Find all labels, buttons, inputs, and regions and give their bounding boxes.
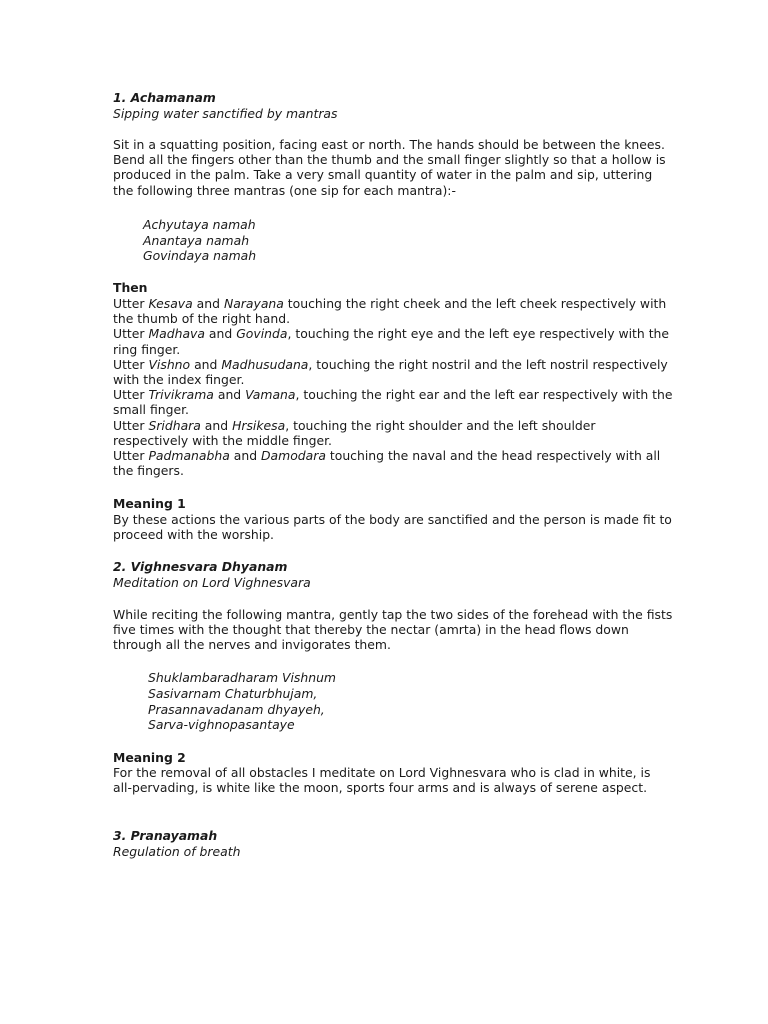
deity-name: Vamana: [245, 387, 296, 403]
mantra-line: Anantaya namah: [143, 233, 250, 248]
utterance-post: , touching the right nostril and the left nostril respectively with the index finger.: [113, 356, 668, 388]
utterance-item: [113, 326, 673, 356]
utterance-list: [113, 296, 673, 478]
section-2-title: 2. Vighnesvara Dhyanam: [113, 559, 288, 574]
utterance-item: [113, 296, 673, 326]
deity-name: Madhava: [148, 326, 205, 342]
deity-name: Padmanabha: [148, 448, 230, 464]
mantra-line: Prasannavadanam dhyayeh,: [148, 702, 325, 717]
utterance-pre: Utter: [113, 448, 149, 464]
utterance-post: touching the right cheek and the left cheek respectively with the thumb of the right hand.: [113, 296, 667, 327]
utterance-mid: and: [190, 356, 222, 372]
utterance-post: , touching the right eye and the left eye respectively with the ring finger.: [113, 326, 670, 357]
section-1-subtitle: Sipping water sanctified by mantras: [113, 106, 338, 121]
utterance-item: [113, 357, 673, 387]
deity-name: Hrsikesa: [232, 417, 286, 433]
utterance-pre: Utter: [113, 387, 149, 403]
mantra-line: Achyutaya namah: [143, 217, 256, 232]
mantra-line: Shuklambaradharam Vishnum: [148, 670, 337, 685]
mantra-line: Govindaya namah: [143, 248, 257, 263]
utterance-mid: and: [213, 387, 246, 403]
then-label: Then: [113, 280, 148, 295]
meaning-1-text: By these actions the various parts of the body are sanctified and the person is made fit to proceed with the worship.: [113, 512, 672, 543]
utterance-item: [113, 448, 673, 478]
mantra-line: Sasivarnam Chaturbhujam,: [148, 686, 318, 701]
utterance-post: touching the naval and the head respectively with all the fingers.: [113, 448, 661, 479]
utterance-mid: and: [229, 448, 262, 464]
utterance-item: [113, 387, 673, 417]
deity-name: Madhusudana: [221, 356, 309, 372]
section-1-title: 1. Achamanam: [113, 90, 216, 105]
deity-name: Trivikrama: [148, 387, 214, 403]
meaning-1-label: Meaning 1: [113, 496, 186, 511]
section-2-subtitle: Meditation on Lord Vighnesvara: [113, 575, 311, 590]
meaning-2-label: Meaning 2: [113, 750, 186, 765]
meaning-2-text: For the removal of all obstacles I meditate on Lord Vighnesvara who is clad in white, is all-pervading, is white like the moon, sports four arms and is always of serene aspect.: [113, 765, 651, 796]
utterance-post: , touching the right ear and the left ear respectively with the small finger.: [113, 387, 673, 418]
mantra-line: Sarva-vighnopasantaye: [148, 717, 295, 732]
utterance-pre: Utter: [113, 356, 149, 372]
deity-name: Sridhara: [148, 417, 201, 433]
deity-name: Damodara: [261, 448, 326, 464]
section-1-intro: Sit in a squatting position, facing east or north. The hands should be between the knees. Bend all the fingers other than the thumb and the small finger slightly so that a hollow is produced in the palm. Take a very small quantity of water in the palm and sip, uttering the following three mantras (one sip for each mantra):-: [113, 137, 666, 198]
utterance-pre: Utter: [113, 417, 149, 433]
section-3-subtitle: Regulation of breath: [113, 844, 241, 859]
utterance-pre: Utter: [113, 296, 149, 311]
utterance-mid: and: [192, 296, 224, 311]
section-3-title: 3. Pranayamah: [113, 828, 218, 843]
deity-name: Vishno: [148, 356, 191, 372]
deity-name: Kesava: [148, 296, 193, 311]
utterance-mid: and: [204, 326, 237, 342]
section-2-intro: While reciting the following mantra, gently tap the two sides of the forehead with the fists five times with the thought that thereby the nectar (amrta) in the head flows down through all the nerves and invigorates them.: [113, 607, 673, 653]
utterance-pre: Utter: [113, 326, 149, 342]
deity-name: Narayana: [223, 296, 284, 311]
utterance-mid: and: [200, 417, 233, 433]
utterance-item: [113, 418, 673, 448]
deity-name: Govinda: [236, 326, 288, 342]
utterance-post: , touching the right shoulder and the left shoulder respectively with the middle finger.: [113, 417, 596, 448]
